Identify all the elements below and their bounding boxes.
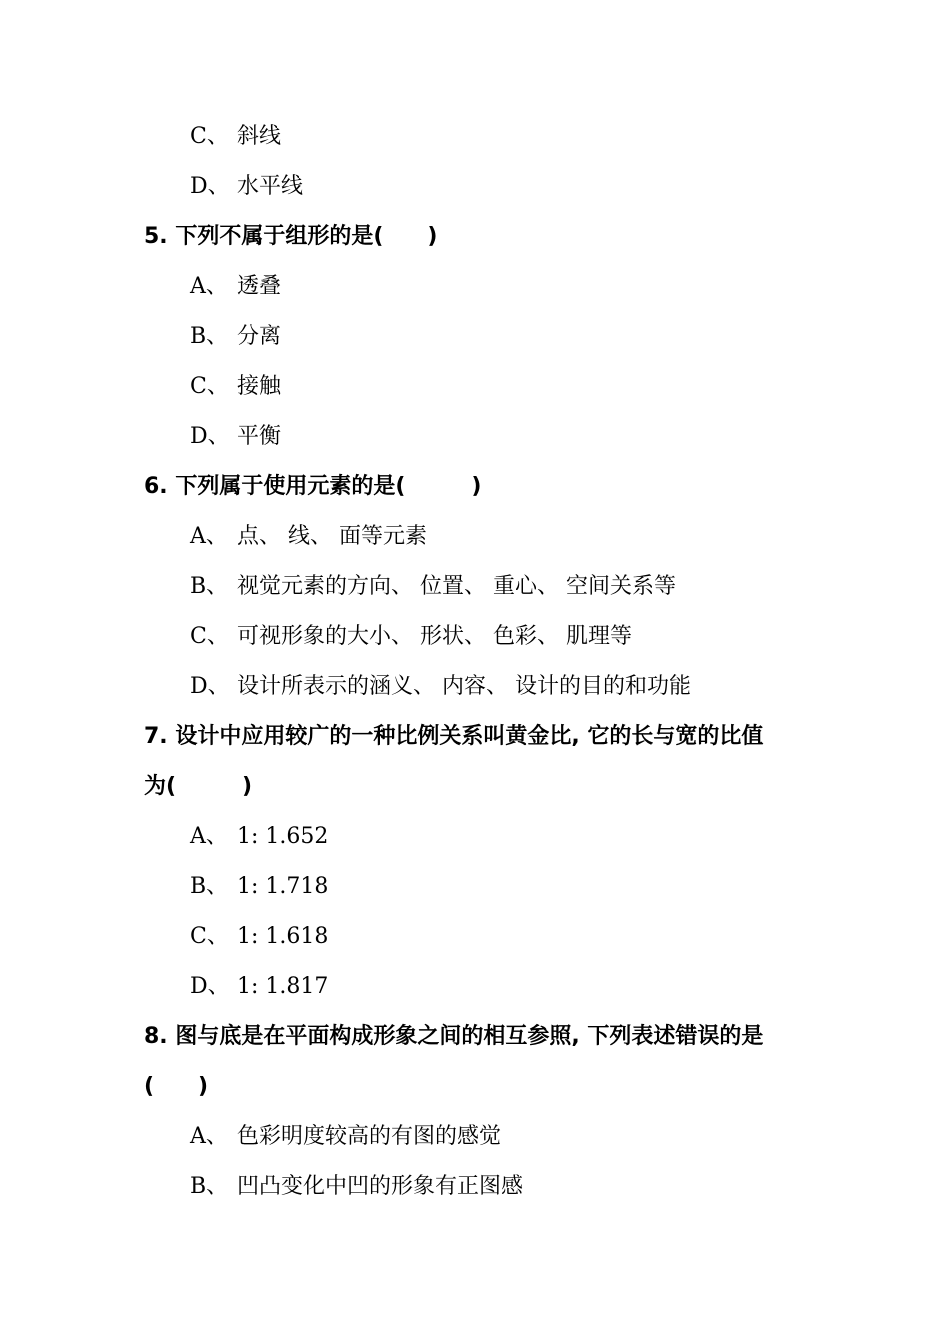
option-text: 透叠 [237,274,282,299]
option-letter: D、 [190,674,230,699]
option-text: 分离 [237,324,282,349]
option-7a [190,822,328,852]
option-4c [190,122,281,152]
option-text: 1: 1.817 [237,974,329,999]
option-8a [190,1122,501,1152]
question-8-continued: ( ) [144,1074,209,1099]
option-5d [190,422,281,452]
option-7b [190,872,328,902]
option-text: 凹凸变化中凹的形象有正图感 [237,1174,524,1199]
option-letter: D、 [190,174,230,199]
option-letter: C、 [190,924,229,949]
option-6b [190,572,676,602]
option-6a [190,522,427,552]
option-letter: B、 [190,1174,229,1199]
option-text: 水平线 [237,174,304,199]
option-letter: B、 [190,324,229,349]
question-6: 6. 下列属于使用元素的是( ) [144,474,482,499]
option-6d [190,672,691,702]
option-5c [190,372,281,402]
option-letter: B、 [190,874,229,899]
option-text: 视觉元素的方向、 位置、 重心、 空间关系等 [237,574,676,599]
option-letter: C、 [190,624,229,649]
question-8: 8. 图与底是在平面构成形象之间的相互参照, 下列表述错误的是 [144,1024,764,1049]
option-letter: A、 [190,524,228,549]
option-text: 接触 [237,374,282,399]
question-7: 7. 设计中应用较广的一种比例关系叫黄金比, 它的长与宽的比值 [144,724,764,749]
option-letter: D、 [190,974,230,999]
option-text: 色彩明度较高的有图的感觉 [237,1124,502,1149]
option-letter: C、 [190,124,229,149]
option-text: 设计所表示的涵义、 内容、 设计的目的和功能 [237,674,691,699]
option-text: 点、 线、 面等元素 [237,524,427,549]
option-text: 可视形象的大小、 形状、 色彩、 肌理等 [237,624,632,649]
option-letter: A、 [190,1124,228,1149]
option-4d [190,172,303,202]
question-7-continued: 为( ) [144,774,253,799]
option-7c [190,922,328,952]
option-7d [190,972,328,1002]
option-text: 1: 1.618 [237,924,329,949]
option-letter: C、 [190,374,229,399]
option-text: 平衡 [237,424,282,449]
option-letter: A、 [190,824,228,849]
option-5a [190,272,281,302]
option-text: 斜线 [237,124,282,149]
option-letter: D、 [190,424,230,449]
option-text: 1: 1.652 [237,824,329,849]
option-5b [190,322,281,352]
option-letter: A、 [190,274,228,299]
option-letter: B、 [190,574,229,599]
option-text: 1: 1.718 [237,874,329,899]
option-6c [190,622,632,652]
question-5: 5. 下列不属于组形的是( ) [144,224,438,249]
option-8b [190,1172,523,1202]
